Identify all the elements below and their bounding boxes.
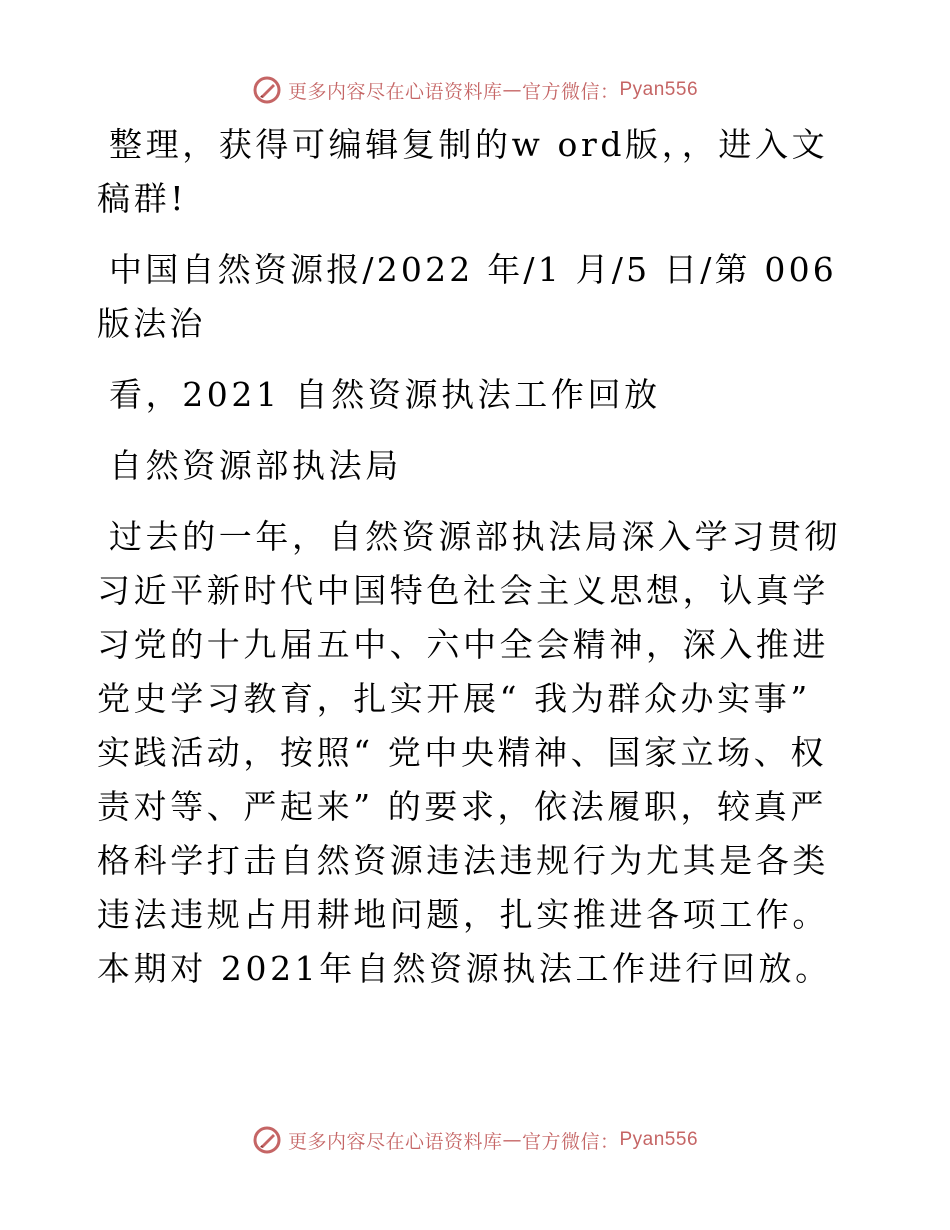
watermark-text: 更多内容尽在心语资料库 <box>287 80 503 103</box>
paragraph-author: 自然资源部执法局 <box>109 446 402 485</box>
watermark-account: Pyan556 <box>619 79 699 100</box>
quill-seal-icon <box>252 75 282 105</box>
watermark-text: 更多内容尽在心语资料库 <box>287 1130 503 1153</box>
paragraph-body: 过去的一年，自然资源部执法局深入学习贯彻习近平新时代中国特色社会主义思想，认真学习党的十九届五中、六中全会精神，深入推进党史学习教育，扎实开展“ 我为群众办实事” 实践活动，按照“ 党中央精神、国家立场、权责对等、严起来” 的要求，依法履职，较真严格科学打击自然资源违法违规行为尤其是各类违法违规占用耕地问题，扎实推进各项工作。本期对 2021年自然资源执法工作进行回放。 <box>97 517 841 988</box>
paragraph-intro: 整理，获得可编辑复制的w ord版，，进入文稿群! <box>97 125 829 218</box>
footer-watermark <box>0 1120 950 1160</box>
document-body <box>97 118 857 1013</box>
watermark-separator: — <box>502 1129 522 1151</box>
watermark-label: 官方微信： <box>521 1130 620 1153</box>
watermark-account: Pyan556 <box>619 1129 699 1150</box>
watermark-separator: — <box>502 79 522 101</box>
paragraph-headline: 看，2021 自然资源执法工作回放 <box>109 375 661 414</box>
quill-seal-icon <box>252 1125 282 1155</box>
paragraph-source: 中国自然资源报/2022 年/1 月/5 日/第 006 版法治 <box>97 250 837 343</box>
watermark-label: 官方微信： <box>521 80 620 103</box>
header-watermark <box>0 70 950 110</box>
